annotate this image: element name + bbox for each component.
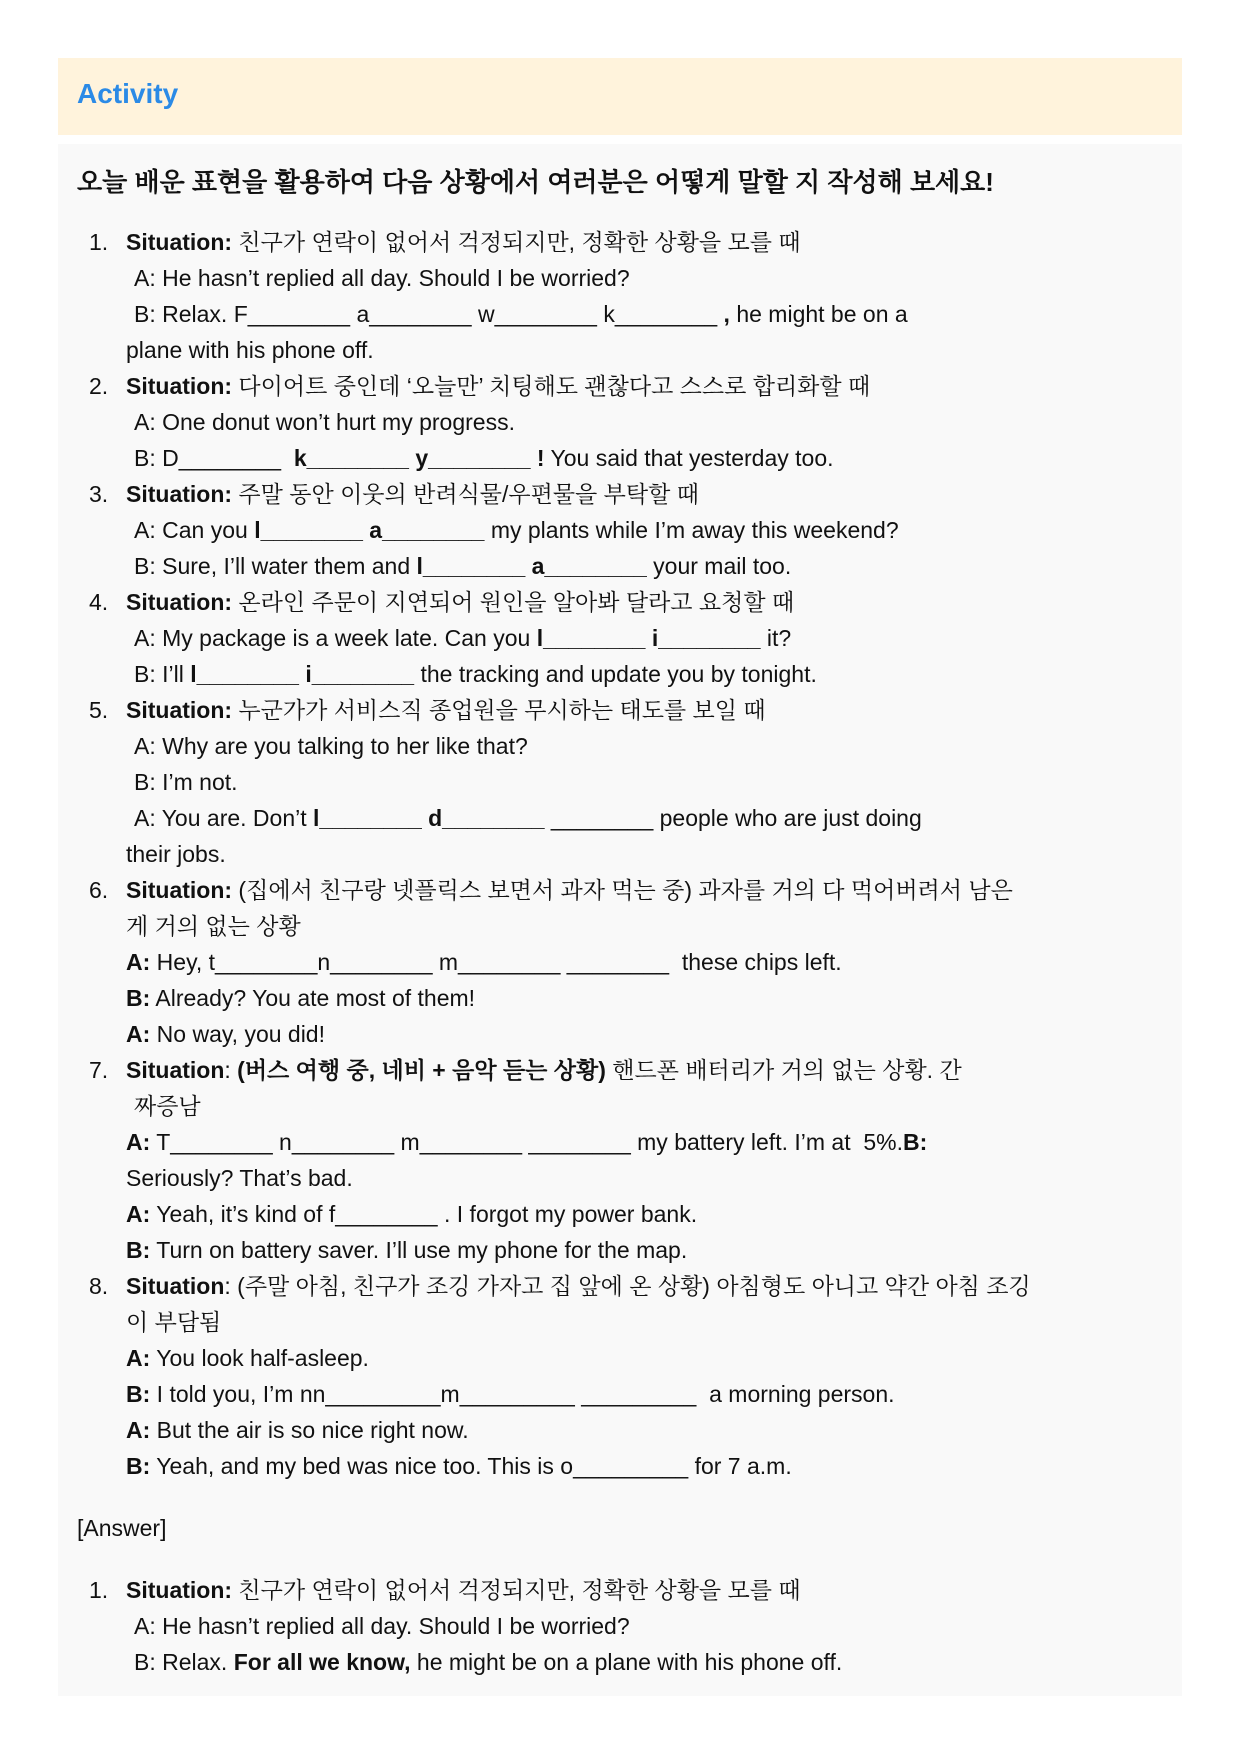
bold-text: l________ d________	[313, 805, 545, 831]
text: B: Relax. F________ a________ w________ k________	[134, 301, 724, 327]
text: A: One donut won’t hurt my progress.	[134, 409, 515, 435]
dialogue-line	[58, 440, 1182, 476]
text: he might be on a	[729, 301, 908, 327]
instruction-heading: 오늘 배운 표현을 활용하여 다음 상황에서 여러분은 어떻게 말할 지 작성해 보세요!	[77, 167, 994, 197]
bold-text: Situation	[126, 1057, 225, 1083]
dialogue-line	[58, 1376, 1182, 1412]
text: 짜증남	[134, 1093, 201, 1119]
text: 친구가 연락이 없어서 걱정되지만, 정확한 상황을 모를 때	[232, 1577, 801, 1603]
activity-title: Activity	[77, 78, 179, 109]
text: 게 거의 없는 상황	[126, 913, 301, 939]
bold-text: Situation:	[126, 877, 233, 903]
bold-text: Situation	[126, 1273, 225, 1299]
exercise-item	[58, 1052, 1182, 1268]
dialogue-line	[58, 332, 1182, 368]
bold-text: A:	[126, 1417, 151, 1443]
item-number: 8.	[89, 1273, 109, 1299]
text: A: He hasn’t replied all day. Should I be worried?	[134, 1613, 630, 1639]
text: T________ n________ m________ ________ my battery left. I’m at 5%.	[150, 1129, 904, 1155]
text: Turn on battery saver. I’ll use my phone for the map.	[150, 1237, 688, 1263]
text: Yeah, it’s kind of f________ . I forgot my power bank.	[150, 1201, 698, 1227]
exercise-list	[58, 224, 1182, 1680]
bold-text: A:	[126, 1129, 151, 1155]
bold-text: Situation:	[126, 373, 233, 399]
text: 이 부담됨	[126, 1309, 222, 1335]
text: Seriously? That’s bad.	[126, 1165, 353, 1191]
text: Hey, t________n________ m________ ________ these chips left.	[150, 949, 842, 975]
dialogue-line	[58, 1608, 1182, 1644]
situation-line	[58, 1268, 1182, 1304]
bold-text: Situation:	[126, 229, 233, 255]
text: 친구가 연락이 없어서 걱정되지만, 정확한 상황을 모를 때	[232, 229, 801, 255]
dialogue-line	[58, 404, 1182, 440]
text: A: Can you	[134, 517, 255, 543]
text: But the air is so nice right now.	[150, 1417, 469, 1443]
text: B: Relax.	[134, 1649, 234, 1675]
text: A: You are. Don’t	[134, 805, 314, 831]
dialogue-line	[58, 512, 1182, 548]
situation-line	[58, 1052, 1182, 1088]
dialogue-line	[58, 1088, 1182, 1124]
text: 핸드폰 배터리가 거의 없는 상황. 간	[605, 1057, 962, 1083]
dialogue-line	[58, 548, 1182, 584]
dialogue-line	[58, 620, 1182, 656]
bold-text: l________ i________	[190, 661, 415, 687]
text: : (주말 아침, 친구가 조깅 가자고 집 앞에 온 상황) 아침형도 아니고 약간 아침 조깅	[224, 1273, 1031, 1299]
bold-text: B:	[126, 1381, 151, 1407]
dialogue-line	[58, 800, 1182, 836]
item-number: 7.	[89, 1057, 109, 1083]
text: B: Sure, I’ll water them and	[134, 553, 417, 579]
exercise-item	[58, 368, 1182, 476]
item-number: 3.	[89, 481, 109, 507]
item-number: 2.	[89, 373, 109, 399]
bold-text: l________ i________	[536, 625, 761, 651]
text: 온라인 주문이 지연되어 원인을 알아봐 달라고 요청할 때	[232, 589, 795, 615]
text: B: I’ll	[134, 661, 191, 687]
situation-line	[58, 692, 1182, 728]
text: You said that yesterday too.	[544, 445, 834, 471]
text: B: I’m not.	[134, 769, 238, 795]
dialogue-line	[58, 1412, 1182, 1448]
dialogue-line	[58, 1016, 1182, 1052]
dialogue-line	[58, 1448, 1182, 1484]
dialogue-line	[58, 1232, 1182, 1268]
dialogue-line	[58, 1644, 1182, 1680]
answer-item	[58, 1572, 1182, 1680]
text: it?	[760, 625, 792, 651]
exercise-item	[58, 476, 1182, 584]
bold-text: B:	[126, 1453, 151, 1479]
text: I told you, I’m nn_________m_________ _________ a morning person.	[150, 1381, 895, 1407]
exercise-item	[58, 872, 1182, 1052]
bold-text: Situation:	[126, 697, 233, 723]
bold-text: A:	[126, 949, 151, 975]
text: B: D________	[134, 445, 294, 471]
bold-text: B:	[126, 985, 151, 1011]
item-number: 5.	[89, 697, 109, 723]
dialogue-line	[58, 944, 1182, 980]
text: A: My package is a week late. Can you	[134, 625, 537, 651]
text: 누군가가 서비스직 종업원을 무시하는 태도를 보일 때	[232, 697, 766, 723]
spacer	[58, 1484, 1182, 1510]
dialogue-line	[58, 728, 1182, 764]
text: my plants while I’m away this weekend?	[484, 517, 899, 543]
bold-text: Situation:	[126, 1577, 233, 1603]
bold-text: B:	[126, 1237, 151, 1263]
situation-line	[58, 1572, 1182, 1608]
text: their jobs.	[126, 841, 226, 867]
bold-text: A:	[126, 1021, 151, 1047]
item-number: 4.	[89, 589, 109, 615]
dialogue-line	[58, 908, 1182, 944]
dialogue-line	[58, 1196, 1182, 1232]
text: :	[224, 1057, 238, 1083]
situation-line	[58, 872, 1182, 908]
situation-line	[58, 476, 1182, 512]
bold-text: (버스 여행 중, 네비 + 음악 듣는 상황)	[237, 1057, 606, 1083]
text: he might be on a plane with his phone off.	[410, 1649, 843, 1675]
item-number: 1.	[89, 229, 109, 255]
text: (집에서 친구랑 넷플릭스 보면서 과자 먹는 중) 과자를 거의 다 먹어버려서 남은	[232, 877, 1013, 903]
situation-line	[58, 584, 1182, 620]
exercise-item	[58, 224, 1182, 368]
bold-text: A:	[126, 1345, 151, 1371]
item-number: 1.	[89, 1577, 109, 1603]
bold-text: ,	[723, 301, 730, 327]
situation-line	[58, 224, 1182, 260]
text: ________ people who are just doing	[544, 805, 922, 831]
dialogue-line	[58, 980, 1182, 1016]
exercise-item	[58, 584, 1182, 692]
text: Already? You ate most of them!	[150, 985, 476, 1011]
dialogue-line	[58, 836, 1182, 872]
text: 주말 동안 이웃의 반려식물/우편물을 부탁할 때	[232, 481, 699, 507]
dialogue-line	[58, 1340, 1182, 1376]
bold-text: Situation:	[126, 481, 233, 507]
bold-text: k________ y________ !	[293, 445, 545, 471]
bold-text: B:	[903, 1129, 928, 1155]
bold-text: l________ a________	[254, 517, 485, 543]
bold-text: A:	[126, 1201, 151, 1227]
dialogue-line	[58, 296, 1182, 332]
text: You look half-asleep.	[150, 1345, 369, 1371]
text: plane with his phone off.	[126, 337, 374, 363]
activity-header	[58, 58, 1182, 135]
text: the tracking and update you by tonight.	[414, 661, 817, 687]
dialogue-line	[58, 260, 1182, 296]
bold-text: l________ a________	[416, 553, 647, 579]
item-number: 6.	[89, 877, 109, 903]
bold-text: Situation:	[126, 589, 233, 615]
text: your mail too.	[646, 553, 792, 579]
answer-label: [Answer]	[77, 1515, 167, 1541]
dialogue-line	[58, 1304, 1182, 1340]
text: Yeah, and my bed was nice too. This is o_________ for 7 a.m.	[150, 1453, 792, 1479]
text: No way, you did!	[150, 1021, 325, 1047]
dialogue-line	[58, 1124, 1182, 1160]
dialogue-line	[58, 656, 1182, 692]
bold-text: For all we know,	[233, 1649, 411, 1675]
dialogue-line	[58, 1160, 1182, 1196]
exercise-item	[58, 1268, 1182, 1484]
situation-line	[58, 368, 1182, 404]
exercise-item	[58, 692, 1182, 872]
text: A: Why are you talking to her like that?	[134, 733, 528, 759]
text: 다이어트 중인데 ‘오늘만’ 치팅해도 괜찮다고 스스로 합리화할 때	[232, 373, 871, 399]
activity-panel	[58, 144, 1182, 1696]
dialogue-line	[58, 764, 1182, 800]
spacer	[58, 1546, 1182, 1572]
text: A: He hasn’t replied all day. Should I be worried?	[134, 265, 630, 291]
